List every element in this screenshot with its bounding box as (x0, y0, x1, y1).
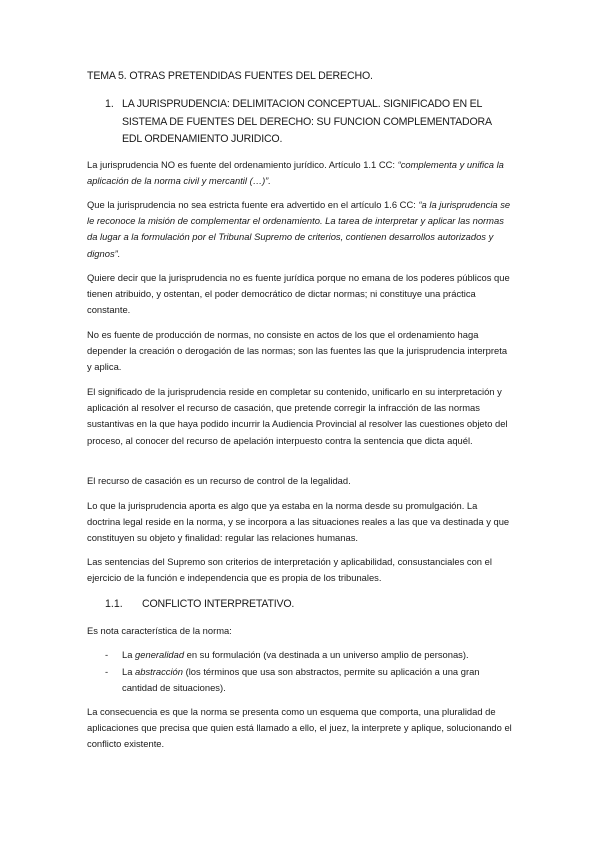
list-item-text: La abstracción (los términos que usa son abstractos, permite su aplicación a una gran cantidad de situaciones). (122, 666, 480, 694)
paragraph-3: Quiere decir que la jurisprudencia no es fuente jurídica porque no emana de los poderes públicos que tienen atribuido, y ostentan, el poder democrático de dictar normas; ni constituye una práctica constante. (87, 272, 510, 316)
paragraph-6: El recurso de casación es un recurso de control de la legalidad. (87, 475, 351, 486)
paragraph-10: La consecuencia es que la norma se presenta como un esquema que comporta, una pluralidad de aplicaciones que precisa que quien está llamado a ello, el juez, la interprete y aplique, solucionando el conflicto existente. (87, 706, 512, 750)
paragraph-quote: “complementa y unifica la aplicación de la norma civil y mercantil (…)”. (87, 159, 504, 187)
section-title: LA JURISPRUDENCIA: DELIMITACION CONCEPTUAL. SIGNIFICADO EN EL SISTEMA DE FUENTES DEL DERECHO: SU FUNCION COMPLEMENTADORA EDL ORDENAMIENTO JURIDICO. (122, 98, 492, 145)
list-item-text: La generalidad en su formulación (va destinada a un universo amplio de personas). (122, 649, 469, 660)
subsection-number: 1.1. (105, 598, 123, 610)
paragraph-1 (87, 157, 513, 189)
paragraph-8: Las sentencias del Supremo son criterios de interpretación y aplicabilidad, consustanciales con el ejercicio de la función e independencia que es propia de los tribunales. (87, 556, 492, 584)
paragraph-5: El significado de la jurisprudencia reside en completar su contenido, unificarlo en su interpretación y aplicación al resolver el recurso de casación, que pretende corregir la infracción de las normas sustantivas en la que haya podido incurrir la Audiencia Provincial al resolver las cuestiones objeto del proceso, al conocer del recurso de apelación interpuesto contra la sentencia que dicta aquél. (87, 386, 508, 446)
paragraph-text: La jurisprudencia NO es fuente del ordenamiento jurídico. Artículo 1.1 CC: (87, 159, 398, 170)
paragraph-7: Lo que la jurisprudencia aporta es algo que ya estaba en la norma desde su promulgación. La doctrina legal reside en la norma, y se incorpora a las situaciones reales a las que va destinada y que constituyen su objeto y finalidad: regular las relaciones humanas. (87, 500, 510, 544)
bullet-dash: - (105, 666, 109, 677)
subsection-title: CONFLICTO INTERPRETATIVO. (142, 598, 295, 610)
paragraph-4: No es fuente de producción de normas, no consiste en actos de los que el ordenamiento haga depender la creación o derogación de las normas; son las fuentes las que la jurisprudencia interpreta y aplica. (87, 329, 508, 373)
document-title: TEMA 5. OTRAS PRETENDIDAS FUENTES DEL DERECHO. (87, 70, 373, 82)
paragraph-quote: “a la jurisprudencia se le reconoce la misión de complementar el ordenamiento. La tarea de interpretar y aplicar las normas da lugar a la formulación por el Tribunal Supremo de criterios, contienen desarrollos autorizados y dignos”. (87, 199, 511, 259)
paragraph-9: Es nota característica de la norma: (87, 625, 232, 636)
bullet-dash: - (105, 649, 109, 660)
paragraph-2 (87, 197, 513, 262)
section-number: 1. (105, 98, 114, 110)
paragraph-text: Que la jurisprudencia no sea estricta fuente era advertido en el artículo 1.6 CC: (87, 199, 419, 210)
